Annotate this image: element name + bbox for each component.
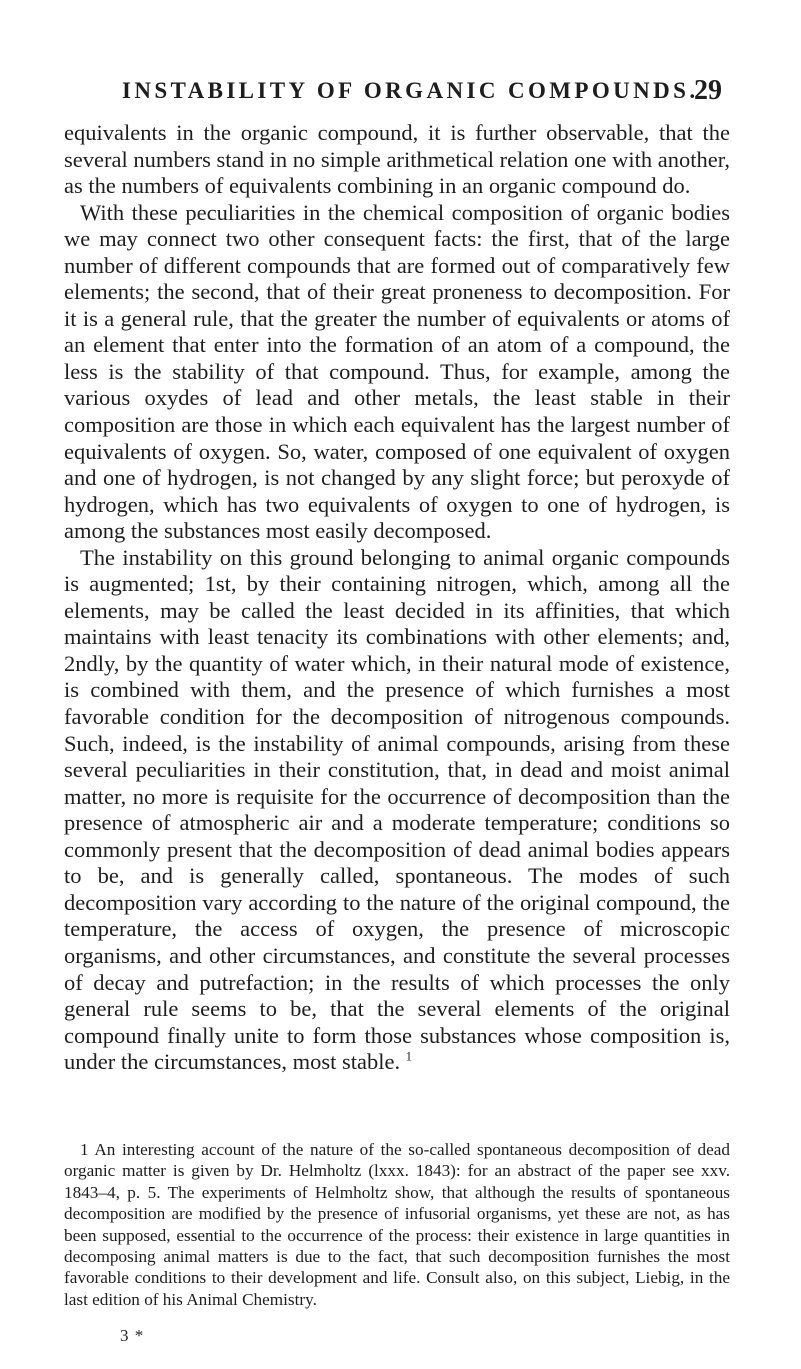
paragraph-3-text: The instability on this ground belonging to animal organic compounds is augmented; 1st, by their containing nitrogen, which, among all the elements, may be called the least decided in its affinities, that which maintains with least tenacity its combinations with other elements; and, 2ndly, by the quantity of water which, in their natural mode of existence, is combined with them, and the presence of which furnishes a most favorable condition for the decomposition of nitrogenous compounds. Such, indeed, is the instability of animal compounds, arising from these several peculiarities in their constitution, that, in dead and moist animal matter, no more is requisite for the occurrence of decomposition than the presence of atmospheric air and a moderate temperature; conditions so commonly present that the decomposition of dead animal bodies appears to be, and is generally called, spontaneous. The modes of such decomposition vary according to the nature of the original compound, the temperature, the access of oxygen, the presence of microscopic organisms, and other circumstances, and constitute the several processes of decay and putrefaction; in the results of which processes the only general rule seems to be, that the several elements of the original compound finally unite to form those substances whose composition is, under the circumstances, most stable. xyxy=(64,544,730,1075)
signature-mark: 3 * xyxy=(120,1326,145,1345)
paragraph-3 xyxy=(64,545,730,1076)
running-title: INSTABILITY OF ORGANIC COMPOUNDS. xyxy=(122,78,699,103)
paragraph-2: With these peculiarities in the chemical composition of organic bodies we may connect two other consequent facts: the first, that of the large number of different compounds that are formed out of comparatively few elements; the second, that of their great proneness to decomposition. For it is a general rule, that the greater the number of equivalents or atoms of an element that enter into the formation of an atom of a compound, the less is the stability of that compound. Thus, for example, among the various oxydes of lead and other metals, the least stable in their composition are those in which each equivalent has the largest number of equivalents of oxygen. So, water, composed of one equivalent of oxygen and one of hydrogen, is not changed by any slight force; but peroxyde of hydrogen, which has two equivalents of oxygen to one of hydrogen, is among the substances most easily decomposed. xyxy=(64,199,730,544)
running-head xyxy=(122,75,722,118)
page-number: 29 xyxy=(694,75,722,106)
body-text xyxy=(64,120,730,1076)
footnote-text: 1 An interesting account of the nature of the so-called spontaneous decomposition of dead organic matter is given by Dr. Helmholtz (lxxx. 1843): for an abstract of the paper see xxv. 1843–4, p. 5. The experiments of Helmholtz show, that although the results of spontaneous decomposition are modified by the presence of infusorial organisms, yet these are not, as has been supposed, essential to the occurrence of the process: their existence in large quantities in decomposing animal matters is due to the fact, that such decomposition furnishes the most favorable conditions to their development and life. Consult also, on this subject, Liebig, in the last edition of his Animal Chemistry. xyxy=(64,1140,730,1309)
footnote-reference[interactable]: 1 xyxy=(405,1049,412,1064)
footnote xyxy=(64,1139,730,1310)
paragraph-1: equivalents in the organic compound, it is further observable, that the several numbers stand in no simple arithmetical relation one with another, as the numbers of equivalents combining in an organic compound do. xyxy=(64,120,730,199)
